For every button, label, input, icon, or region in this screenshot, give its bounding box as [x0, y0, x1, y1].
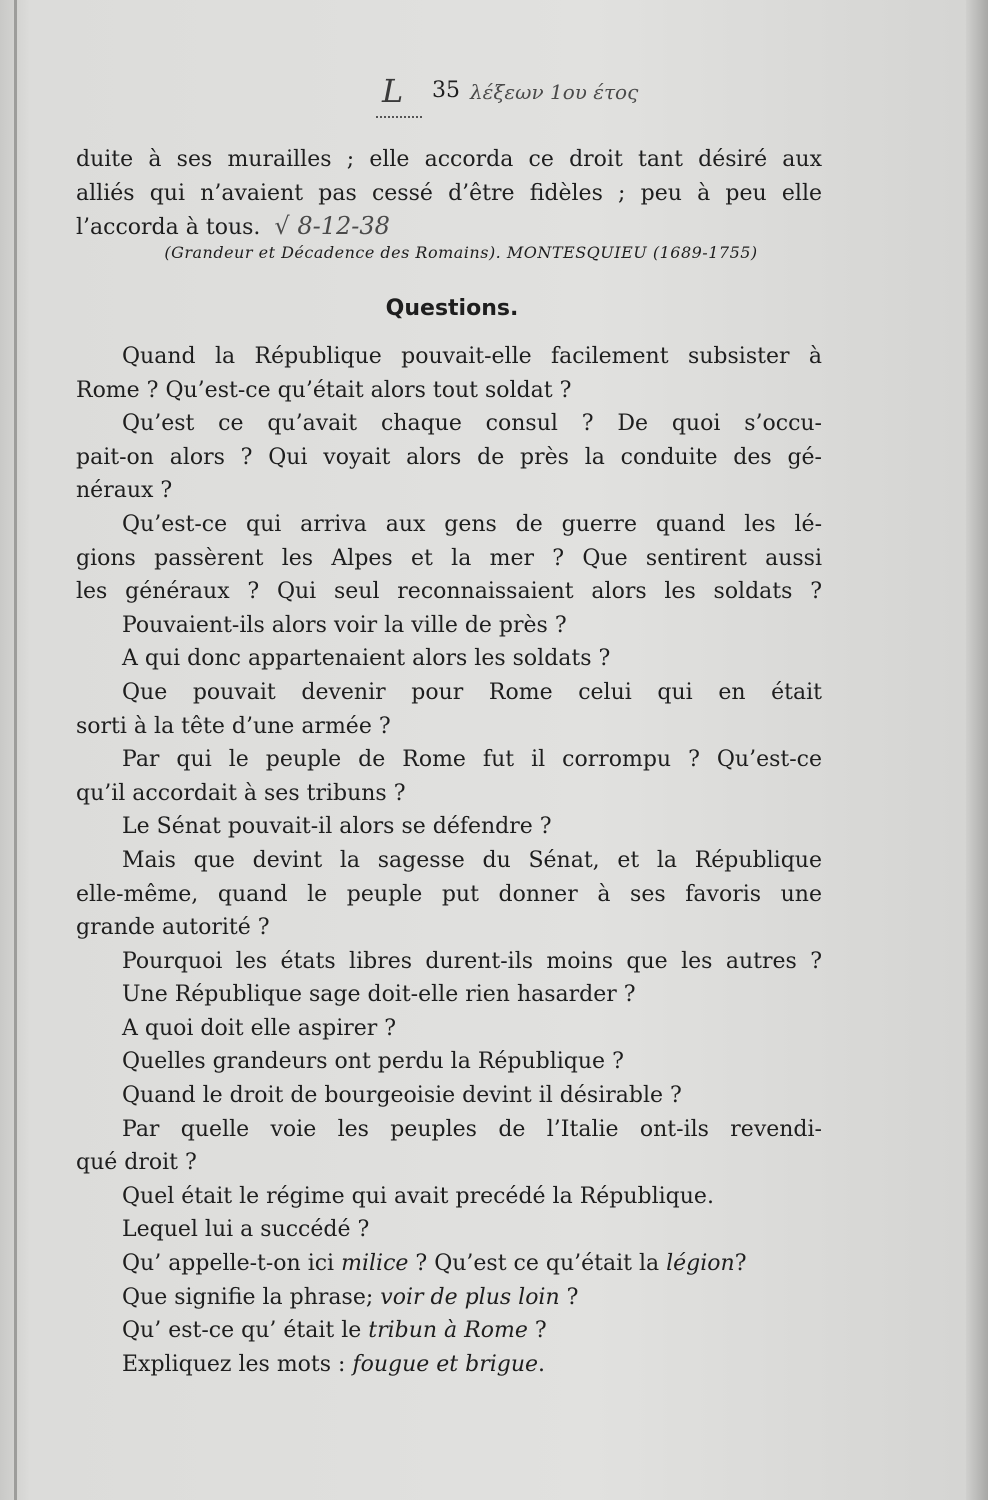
question-line: Par qui le peuple de Rome fut il corrompu ? Qu’est-ce: [122, 747, 822, 773]
handwritten-date: √ 8-12-38: [274, 212, 390, 240]
text-line: duite à ses murailles ; elle accorda ce droit tant désiré aux: [76, 147, 822, 172]
question-line: Qu’est ce qu’avait chaque consul ? De quoi s’occu-: [122, 411, 822, 437]
question-line: pait-on alors ? Qui voyait alors de près la conduite des gé-: [76, 444, 822, 470]
question-line: Quel était le régime qui avait precédé la République.: [122, 1183, 714, 1209]
italic-term: légion: [666, 1251, 735, 1277]
question-text: ?: [734, 1251, 747, 1277]
question-line: elle-même, quand le peuple put donner à ses favoris une: [76, 881, 822, 907]
question-line: Pourquoi les états libres durent-ils moins que les autres ?: [122, 948, 822, 974]
question-line: sorti à la tête d’une armée ?: [76, 713, 391, 739]
dotted-underline: [376, 116, 422, 118]
questions-heading: Questions.: [385, 296, 519, 321]
question-line: grande autorité ?: [76, 915, 270, 941]
question-line: qué droit ?: [76, 1150, 197, 1176]
question-text: Qu’ appelle-t-on ici: [122, 1251, 342, 1277]
question-line: Quand la République pouvait-elle facilement subsister à: [122, 344, 822, 369]
question-line: [76, 1247, 822, 1281]
question-text: .: [538, 1351, 546, 1377]
question-line: néraux ?: [76, 478, 173, 504]
question-line: Rome ? Qu’est-ce qu’était alors tout soldat ?: [76, 377, 572, 403]
question-line: Lequel lui a succédé ?: [122, 1217, 370, 1243]
page-header: [0, 72, 988, 132]
question-line: Que pouvait devenir pour Rome celui qui en était: [122, 679, 822, 705]
question-text: ? Qu’est ce qu’était la: [408, 1251, 667, 1277]
question-line: Une République sage doit-elle rien hasarder ?: [122, 982, 636, 1008]
question-line: [76, 1314, 822, 1348]
text-line: [76, 210, 822, 245]
page-number: 35: [432, 78, 460, 103]
text-line: alliés qui n’avaient pas cessé d’être fidèles ; peu à peu elle: [76, 180, 822, 206]
question-line: [76, 1348, 822, 1382]
question-line: Mais que devint la sagesse du Sénat, et la République: [122, 847, 822, 873]
question-line: A qui donc appartenaient alors les soldats ?: [122, 646, 611, 672]
italic-term: tribun à Rome: [368, 1318, 528, 1344]
question-line: Qu’est-ce qui arriva aux gens de guerre quand les lé-: [122, 511, 822, 537]
italic-term: milice: [341, 1251, 409, 1277]
question-line: les généraux ? Qui seul reconnaissaient alors les soldats ?: [76, 579, 822, 605]
italic-term: fougue et brigue: [352, 1351, 539, 1377]
question-text: ?: [527, 1318, 547, 1344]
question-line: Pouvaient-ils alors voir la ville de près ?: [122, 612, 567, 638]
question-line: Quand le droit de bourgeoisie devint il désirable ?: [122, 1083, 682, 1109]
question-line: Le Sénat pouvait-il alors se défendre ?: [122, 814, 552, 840]
questions-list: [76, 340, 822, 1381]
citation: (Grandeur et Décadence des Romains). MONTESQUIEU (1689-1755): [164, 243, 758, 262]
handwritten-annotation: λέξεων 1ου έτος: [470, 80, 639, 104]
page-edge: [966, 0, 988, 1500]
binding-edge: [14, 0, 17, 1500]
question-text: Que signifie la phrase;: [122, 1284, 381, 1310]
italic-term: voir de plus loin: [380, 1284, 560, 1310]
question-line: [76, 1281, 822, 1315]
question-line: Quelles grandeurs ont perdu la République ?: [122, 1049, 624, 1075]
question-text: Qu’ est-ce qu’ était le: [122, 1318, 369, 1344]
question-line: Par quelle voie les peuples de l’Italie ont-ils revendi-: [122, 1116, 822, 1142]
question-text: ?: [559, 1284, 579, 1310]
passage-ending: [76, 143, 822, 245]
question-line: gions passèrent les Alpes et la mer ? Que sentirent aussi: [76, 545, 822, 571]
question-line: A quoi doit elle aspirer ?: [122, 1015, 397, 1041]
text-line-content: l’accorda à tous.: [76, 215, 261, 240]
question-line: qu’il accordait à ses tribuns ?: [76, 780, 406, 806]
handwritten-mark: L: [382, 72, 404, 110]
question-text: Expliquez les mots :: [122, 1351, 353, 1377]
